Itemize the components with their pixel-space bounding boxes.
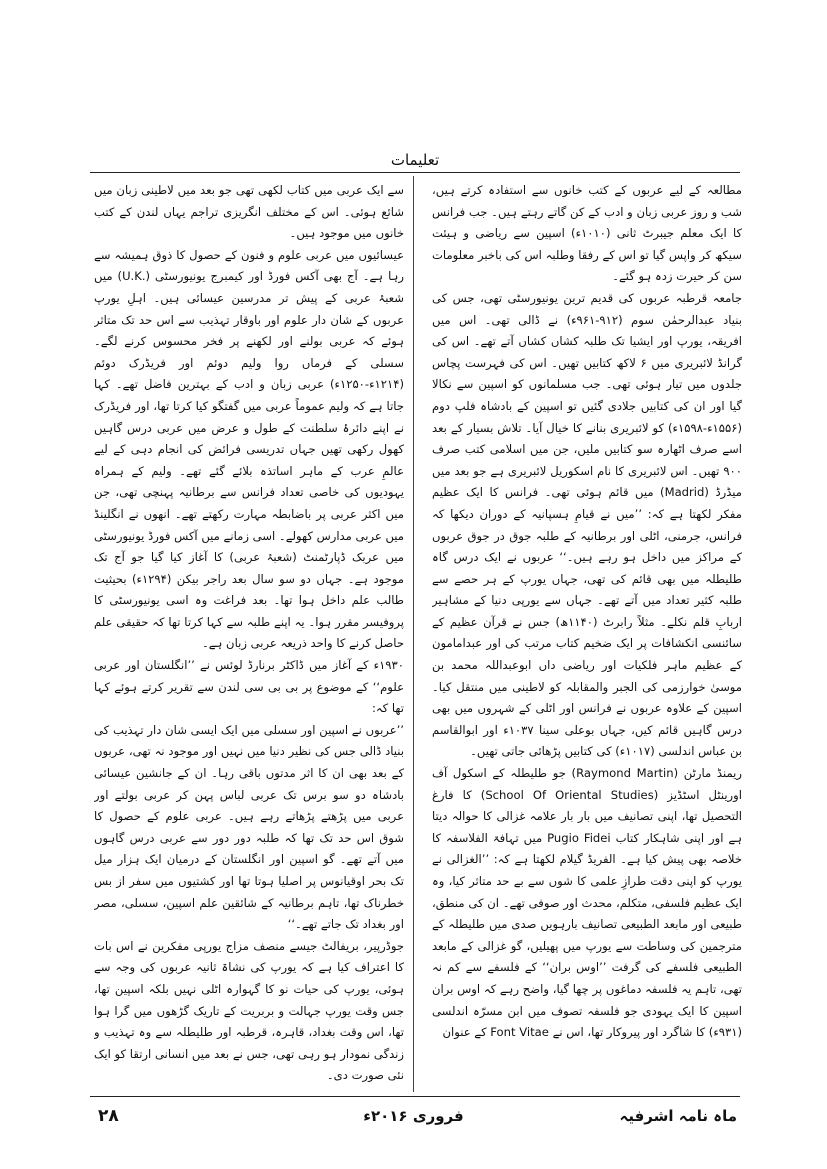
- paragraph: عیسائیوں میں عربی علوم و فنون کے حصول کا ذوق ہمیشہ سے رہا ہے۔ آج بھی آکس فورڈ اور کیمبرج یونیورسٹی (.U.K) میں شعبۂ عربی کے پیش تر مدرسین عیسائی ہیں۔ اہلِ یورپ عربوں کے شان دار علوم اور باوقار تہذیب سے اس حد تک متاثر ہوئے کہ عربی بولنے اور لکھنے پر فخر محسوس کرنے لگے۔ سسلی کے فرماں روا ولیم دوئم اور فریڈرک دوئم (۱۲۱۴ء-۱۲۵۰ء) عربی زبان و ادب کے بہترین فاضل تھے۔ کہا جاتا ہے کہ ولیم عموماً عربی میں گفتگو کیا کرتا تھا، اور فریڈرک نے اپنے دائرۂ سلطنت کے طول و عرض میں عربی درس گاہیں کھول رکھی تھیں جہاں تدریسی فرائض کی انجام دہی کے لیے عالمِ عرب کے ماہر اساتذہ بلائے گئے تھے۔ ولیم کے ہمراہ یہودیوں کی خاصی تعداد فرانس سے برطانیہ پہنچی تھی، جن میں اکثر عربی پر باضابطہ مہارت رکھتے تھے۔ انھوں نے انگلینڈ میں عربی مدارس کھولے۔ اسی زمانے میں آکس فورڈ یونیورسٹی میں عربک ڈپارٹمنٹ (شعبۂ عربی) کا آغاز کیا گیا جو آج تک موجود ہے۔ جہاں دو سو سال بعد راجر بیکن (۱۲۹۴ء) بحیثیت طالب علم داخل ہوا تھا۔ بعد فراغت وہ اسی یونیورسٹی کا پروفیسر مقرر ہوا۔ یہ اپنے طلبہ سے کہا کرتا تھا کہ حقیقی علم حاصل کرنے کا واحد ذریعہ عربی زبان ہے۔: [94, 247, 404, 651]
- paragraph: مطالعہ کے لیے عربوں کے کتب خانوں سے استفادہ کرتے ہیں، شب و روز عربی زبان و ادب کے کن گاتے رہتے ہیں۔ جب فرانس کا ایک معلم جیبرٹ ثانی (۱۰۱۰ء) اسپین سے ریاضی و ہیئت سیکھ کر واپس گیا تو اس کے رفقا وطلبہ اس کی باخبر معلومات سن کر حیرت زدہ ہو گئے۔: [432, 183, 742, 284]
- paragraph: ریمنڈ مارٹن (Raymond Martin) جو طلیطلہ کے اسکول آف اورینٹل اسٹڈیز (School Of Oriental Studies) کا فارغ التحصیل تھا، اپنی تصانیف میں بار بار علامہ غزالی کا حوالہ دیتا ہے اور اپنی شاہکار کتاب Pugio Fidei میں تہافۃ الفلاسفہ کا خلاصہ بھی پیش کیا ہے۔ الفریڈ گیلام لکھتا ہے کہ: ’’الغزالی نے یورپ کو اپنی دقت طرازِ علمی کا شوں سے بے حد متاثر کیا، وہ ایک عظیم فلسفی، متکلم، محدث اور صوفی تھے۔ ان کی منطق، طبیعی اور مابعد الطبیعی تصانیف بارہویں صدی میں طلیطلہ کے مترجمین کی وساطت سے یورپ میں پھیلیں، گو غزالی کے مابعد الطبیعی فلسفے کی گرفت ’’اوس بران‘‘ کے فلسفے سے کم نہ تھی، تاہم یہ فلسفہ دماغوں پر چھا گیا، واضح رہے کہ اوس بران اسپین کا ایک یہودی جو فلسفہ تصوف میں ابن مسرّہ اندلسی (۹۳۱ء) کا شاگرد اور پیروکار تھا، اس نے Font Vitae کے عنوان: [432, 766, 742, 1040]
- footer-rule: [90, 1096, 740, 1097]
- header-rule: [90, 172, 740, 173]
- page-number: ۲۸: [98, 1106, 119, 1126]
- quote-paragraph: ’’عربوں نے اسپین اور سسلی میں ایک ایسی شان دار تہذیب کی بنیاد ڈالی جس کی نظیر دنیا میں نہیں اور موجود نہ تھی، عربوں کے بعد بھی ان کا اثر مدتوں باقی رہا۔ ان کے جانشین عیسائی بادشاہ دو سو برس تک عربی لباس پہن کر عربی بولتے اور عربی میں پڑھتے پڑھاتے رہے ہیں۔ عربی علوم کے حصول کا شوق اس حد تک تھا کہ طلبہ دور دور سے عربی درس گاہوں میں آتے تھے۔ گو اسپین اور انگلستان کے درمیان ایک ہزار میل تک بحر اوقیانوس پر اصلیا ہوتا تھا اور کشتیوں میں سفر از بس خطرناک تھا، تاہم برطانیہ کے شائقین علم اسپین، سسلی، مصر اور بغداد تک جاتے تھے۔‘‘: [94, 722, 404, 932]
- column-divider: [413, 176, 414, 1092]
- issue-date: فروری ۲۰۱۶ء: [363, 1107, 464, 1125]
- paragraph: ۱۹۳۰ء کے آغاز میں ڈاکٹر برنارڈ لوئس نے ’’انگلستان اور عربی علوم‘‘ کے موضوع پر بی بی سی لندن سے تقریر کرتے ہوئے کہا تھا کہ:: [94, 658, 404, 716]
- right-column: [432, 180, 742, 1085]
- paragraph: جوڈرپیر، بریفالٹ جیسے منصف مزاج یورپی مفکرین نے اس بات کا اعتراف کیا ہے کہ یورپ کی نشاۃ ثانیہ عربوں کی وجہ سے ہوئی، یورپ کی حیات نو کا گہوارہ اٹلی نہیں بلکہ اسپین تھا، جس وقت یورپ جہالت و بربریت کے تاریک گڑھوں میں گرا ہوا تھا، اس وقت بغداد، قاہرہ، قرطبہ اور طلیطلہ سے وہ تہذیب و زندگی نمودار ہو رہی تھی، جس نے بعد میں انسانی ارتقا کو ایک نئی صورت دی۔: [94, 938, 404, 1083]
- paragraph: جامعہ قرطبہ عربوں کی قدیم ترین یونیورسٹی تھی، جس کی بنیاد عبدالرحمٰن سوم (۹۱۲-۹۶۱ء) نے ڈالی تھی۔ اس میں افریقہ، یورپ اور ایشیا تک طلبہ کشاں کشاں آتے تھے۔ اس کی گرانڈ لائبریری میں ۶ لاکھ کتابیں تھیں۔ اس کی فہرست پچاس جلدوں میں تیار ہوئی تھی۔ جب مسلمانوں کو اسپین سے نکالا گیا اور ان کی کتابیں جلادی گئیں تو اسپین کے بادشاہ فلپ دوم (۱۵۵۶ء-۱۵۹۸ء) کو لائبریری بنانے کا خیال آیا۔ تلاش بسیار کے بعد اسے صرف اٹھارہ سو کتابیں ملیں، جن میں اسلامی کتب صرف ۹۰۰ تھیں۔ اس لائبریری کا نام اسکوریل لائبریری ہے جو بعد میں میڈرڈ (Madrid) میں قائم ہوئی تھی۔ فرانس کا ایک عظیم مفکر لکھتا ہے کہ: ’’میں نے قیامِ ہسپانیہ کے دوران دیکھا کہ فرانس، جرمنی، اٹلی اور برطانیہ کے طلبہ جوق در جوق عربوں کے مراکز میں داخل ہو رہے ہیں۔‘‘ عربوں نے ایک درس گاہ طلیطلہ میں بھی قائم کی تھی، جہاں یورپ کے ہر حصے سے طلبہ کثیر تعداد میں آتے تھے۔ جہاں سے یورپی دنیا کے مشاہیر اربابِ قلم نکلے۔ مثلاً رابرٹ (۱۱۴۰ھ) جس نے قرآن عظیم کے سائنسی انکشافات پر ایک ضخیم کتاب مرتب کی اور عبدامامون کے عظیم ماہر فلکیات اور ریاضی داں ابوعبداللہ محمد بن موسیٰ خوارزمی کی الجبر والمقابلہ کو لاطینی میں منتقل کیا۔ اسپین کے علاوہ عربوں نے فرانس اور اٹلی کے شہروں میں بھی درس گاہیں قائم کیں، جہاں بوعلی سینا ۱۰۳۷ء اور ابوالقاسم بن عباس اندلسی (۱۰۱۷ء) کی کتابیں پڑھائی جاتی تھیں۔: [432, 290, 742, 759]
- running-header: تعلیمات: [390, 151, 440, 169]
- paragraph: سے ایک عربی میں کتاب لکھی تھی جو بعد میں لاطینی زبان میں شائع ہوئی۔ اس کے مختلف انگریزی تراجم یہاں لندن کے کتب خانوں میں موجود ہیں۔: [94, 183, 404, 241]
- left-column: [94, 180, 404, 1085]
- magazine-name: ماہ نامہ اشرفیہ: [619, 1107, 737, 1125]
